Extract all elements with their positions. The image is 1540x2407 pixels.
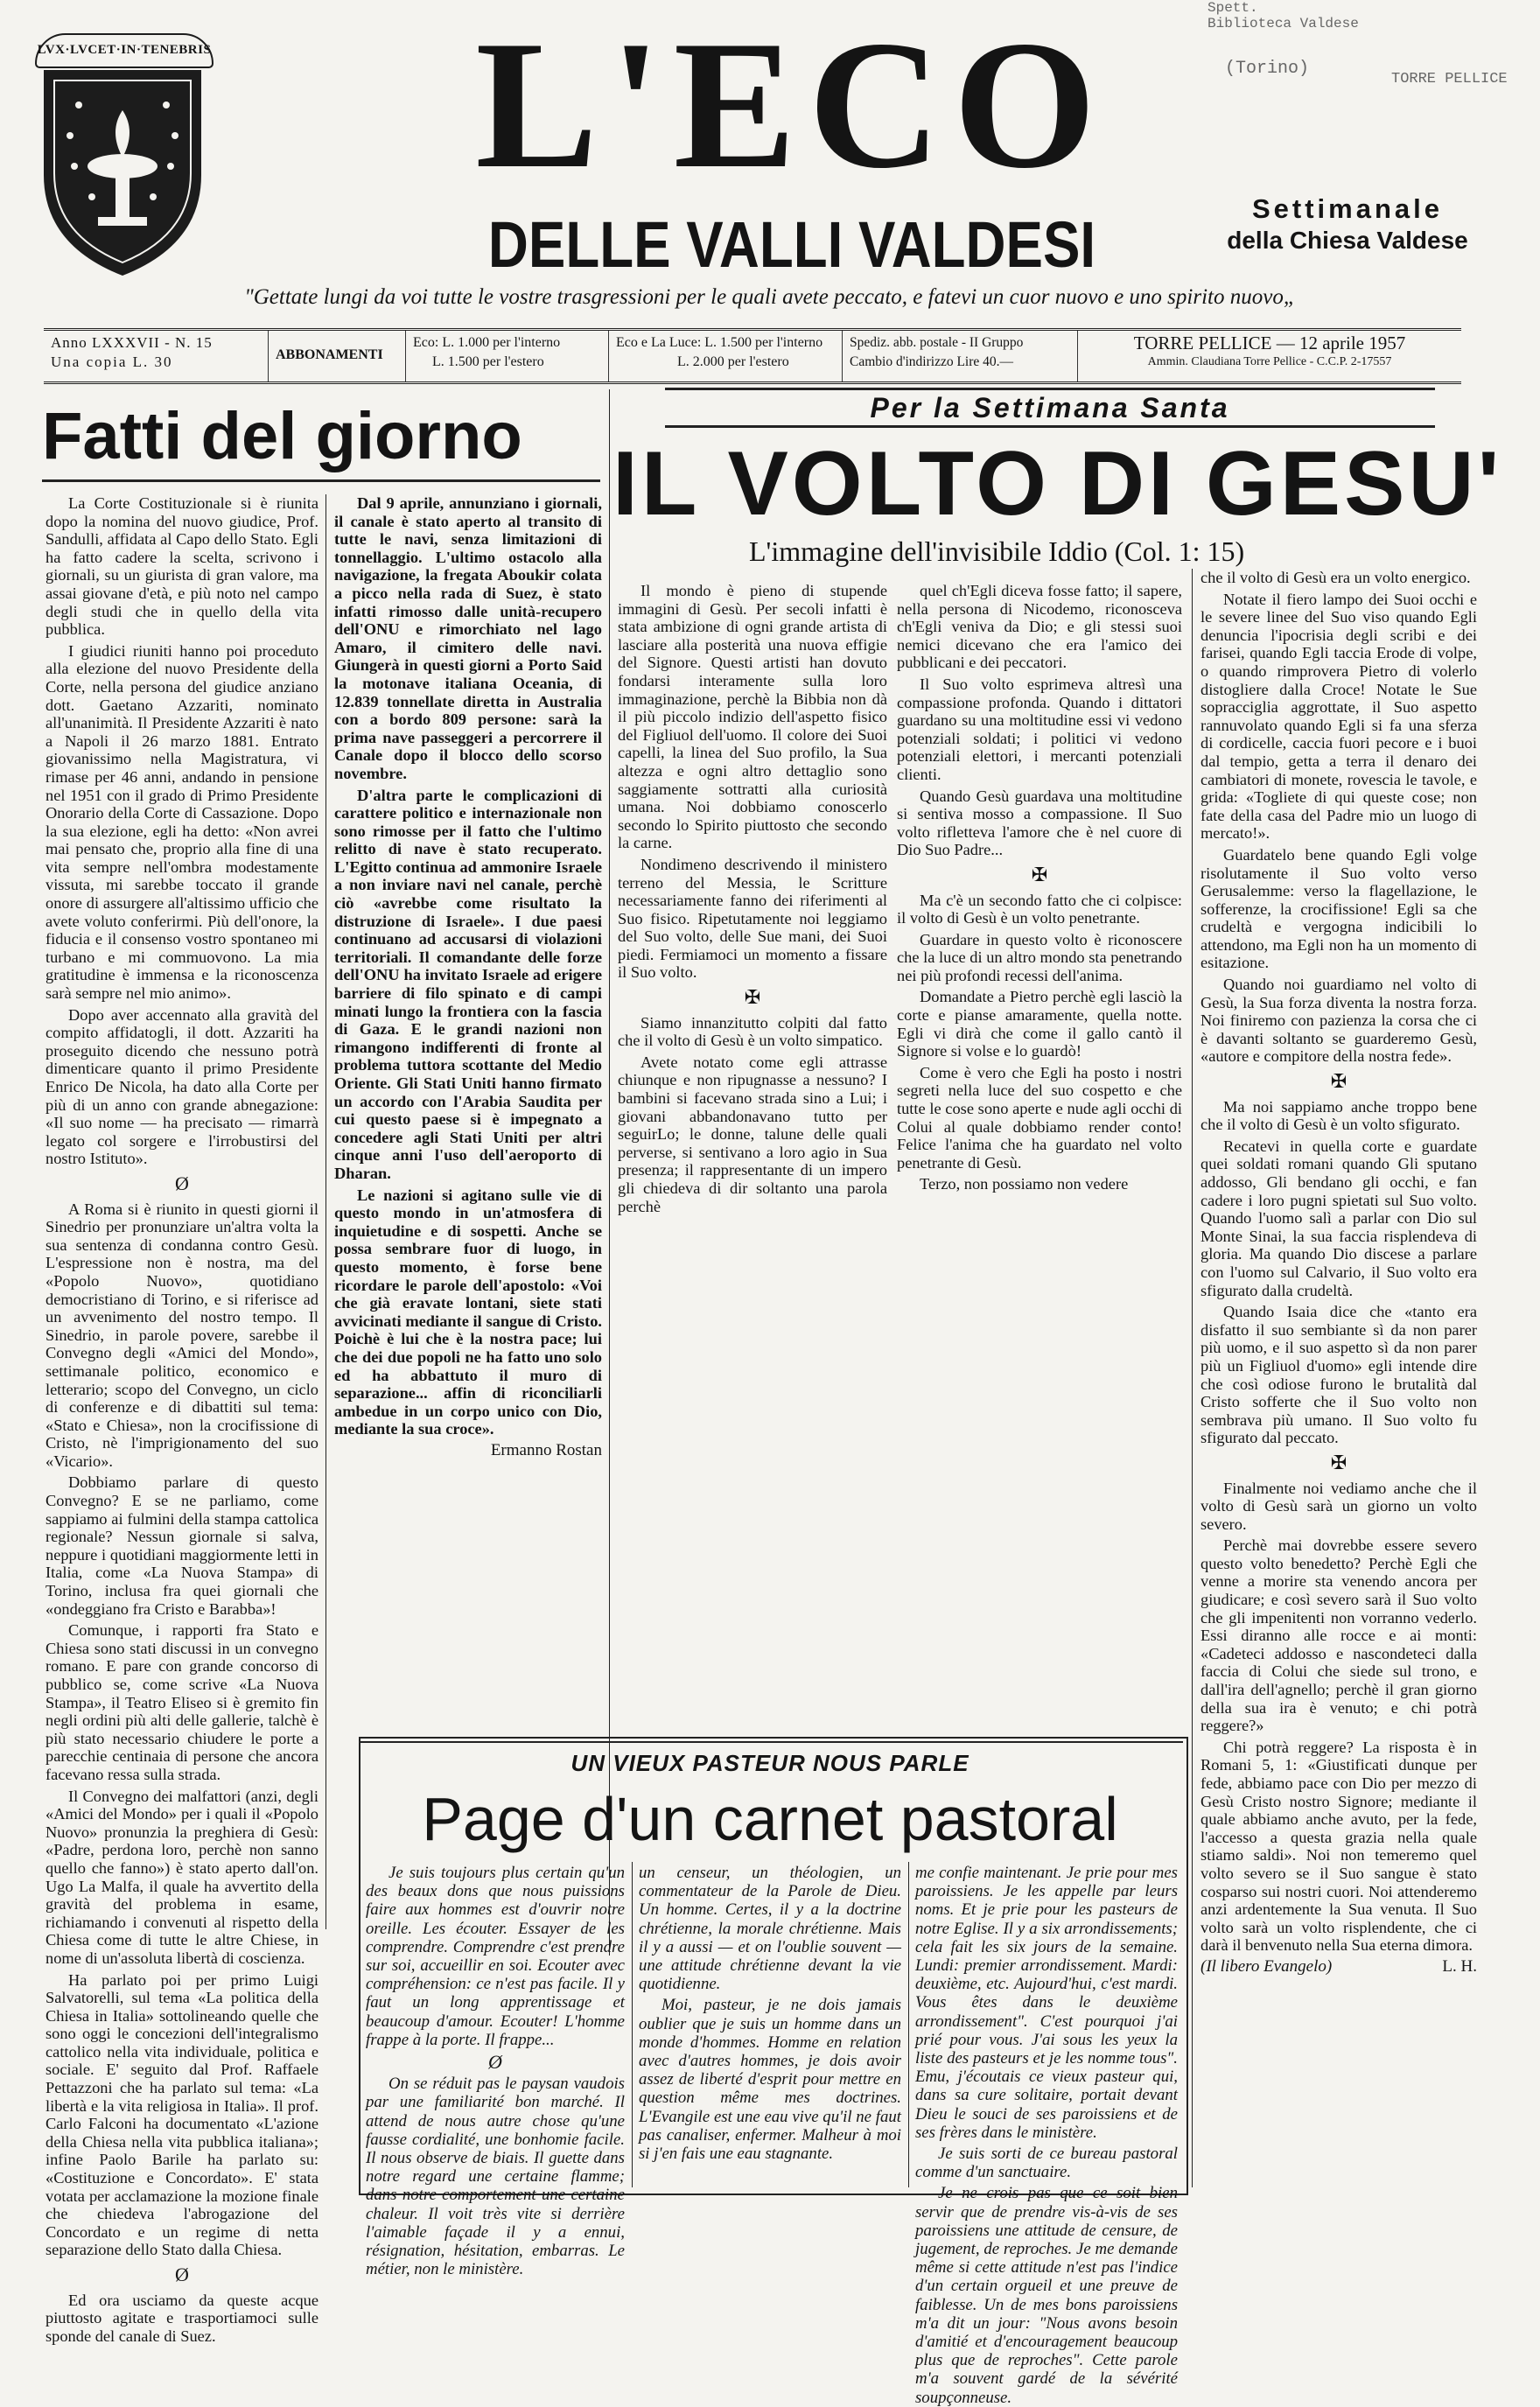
volto-column-2 <box>897 582 1182 1724</box>
emblem-motto: LVX·LVCET·IN·TENEBRIS <box>37 43 212 57</box>
paragraph: Siamo innanzitutto colpiti dal fatto che il volto di Gesù è un volto simpatico. <box>618 1013 887 1050</box>
issue-number: Anno LXXXVII - N. 15 <box>51 334 213 351</box>
weekly-label <box>1212 192 1483 255</box>
paragraph: me confie maintenant. Je prie pour mes paroissiens. Je les appelle par leurs noms. Et je prie pour les pasteurs de notre Eglise. Il y a six arrondissements; cela fait les six jours de la semaine. Lundi: premier arrondissement. Mardi: deuxième, etc. Aujourd'hui, c'est mardi. Vous êtes dans le deuxième arrondissement". C'est pourquoi j'ai prié pour vous. J'ai sous les yeux la liste des pasteurs et je les nomme tous". Emu, j'écoutais ce vieux pasteur qui, dans sa cure solitaire, portait devant Dieu le souci de ses paroissiens et de ses frères dans le ministère. <box>915 1864 1178 2142</box>
section-separator: ✠ <box>744 986 761 1009</box>
paragraph: Ma noi sappiamo anche troppo bene che il volto di Gesù è un volto sfigurato. <box>1200 1097 1477 1134</box>
column-divider <box>609 389 610 1956</box>
column-divider <box>1192 569 1193 2187</box>
paragraph: Moi, pasteur, je ne dois jamais oublier que je suis un homme dans un monde d'hommes. Homme en relation avec d'autres hommes, je dois avoir assez de liberté d'esprit pour mettre en question même mes doctrines. L'Evangile est une eau vive qu'il ne faut pas canaliser, enfermer. Malheur à moi si j'en fais une eau stagnante. <box>639 1996 901 2164</box>
volto-column-3 <box>1200 569 1477 2186</box>
paragraph: Avete notato come egli attrasse chiunque e non ripugnasse a nessuno? I bambini si facevano strada sino a Lui; i giovani abbandonavano tutto per seguirLo; le donne, talune delle quali perverse, si sentivano a loro agio in Sua presenza; il rappresentante di un impero gli chiedeva di dir soltanto una parola perchè <box>618 1053 887 1215</box>
article-credit <box>1200 1958 1477 1977</box>
paragraph: Domandate a Pietro perchè egli lasciò la corte e pianse amaramente, quella notte. Egli vi dirà che come il gallo cantò il Signore si volse e lo guardò! <box>897 988 1182 1060</box>
paragraph: Comunque, i rapporti fra Stato e Chiesa sono stati discussi in un convegno romano. E pare con grande concorso di pubblico se, come scrive «La Nuova Stampa», il Teatro Eliseo si è gremito fin negli ordini più alti delle gallerie, talchè è più stato necessario chiudere le porte a parecchie centinaia di persone che ancora facevano ressa sulla strada. <box>46 1621 318 1783</box>
eco-price-line: L. 1.500 per l'estero <box>432 354 544 369</box>
paragraph: Il Convegno dei malfattori (anzi, degli «Amici del Mondo» per i quali il «Popolo Nuovo» pronunzia la preghiera di Gesù: «Padre, perdona loro, perchè non sanno quello che fanno») è stato aperto dall'on. Ugo La Malfa, il quale ha avvertito della gravità del problema in esame, richiamando i convenuti al rispetto della Chiesa come di tutte le altre Chiese, in nome di un'assoluta libertà di coscienza. <box>46 1787 318 1967</box>
paragraph: Chi potrà reggere? La risposta è in Romani 5, 1: «Giustificati dunque per fede, abbiamo pace con Dio per mezzo di Gesù Cristo nostro Signore; mediante il quale abbiamo anche avuto, per la fede, l'accesso a questa grazia nella quale stiamo saldi». Noi non temeremo quel volto severo se il Suo sangue è stato cosparso sui nostri cuori. Noi attenderemo anzi ardentemente la Sua venuta. Il Suo volto sarà un volto risplendente, che ci darà il benvenuto nella Sua eterna dimora. <box>1200 1738 1477 1955</box>
paragraph: D'altra parte le complicazioni di carattere politico e internazionale non sono rimosse per il fatto che l'ultimo relitto di nave è stato recuperato. L'Egitto continua ad ammonire Israele a non inviare navi nel canale, perchè ciò «avrebbe come risultato la distruzione di Israele». I due paesi continuano ad accusarsi di violazioni territoriali. Il comandante delle forze dell'ONU ha invitato Israele ad erigere barriere di filo spinato e di campi minati lungo la frontiera con la fascia di Gaza. E le grandi nazioni non rimangono indifferenti di fronte al problema tuttora scottante del Medio Oriente. Gli Stati Uniti hanno firmato un accordo con l'Arabia Saudita per cui questo paese si è impegnato a concedere agli Stati Uniti per altri cinque anni l'uso dell'aeroporto di Dharan. <box>334 786 602 1182</box>
section-separator: Ø <box>175 1172 189 1194</box>
paragraph: Ha parlato poi per primo Luigi Salvatorelli, sul tema «La politica della Chiesa in Italia» sottolineando quelle che sono oggi le concezioni dell'integralismo cattolico nella vita individuale, politica e sociale. E' seguito dal Prof. Raffaele Pettazzoni che ha parlato sul tema: «La libertà e la vita religiosa in Italia». Il prof. Carlo Falconi ha documentato «L'azione della Chiesa nella vita pubblica italiana»; infine Paolo Barile ha parlato su: «Costituzione e Concordato». E' stata votata per acclamazione la mozione finale che chiedeva l'abrogazione del Concordato e un regime di netta separazione dello Stato dalla Chiesa. <box>46 1970 318 2259</box>
masthead <box>385 3 1199 281</box>
emblem-motto-ribbon <box>35 33 214 68</box>
paragraph: Notate il fiero lampo dei Suoi occhi e le severe linee del Suo viso quando Egli denuncia l'ipocrisia degli scribi e dei farisei, quando Egli taccia Erode di volpe, o quando rimprovera Pietro di volerlo distogliere dalla Croce! Notate le Sue sopracciglia aggrottate, il Suo aspetto rannuvolato quando Egli si fa una sferza di cordicelle, caccia fuori pecore e i buoi dal tempio, getta a terra il denaro dei cambiatori di monete, rovescia le tavole, e grida: «Togliete di qui queste cose; non fate della casa del Padre mio un luogo di mercato!». <box>1200 590 1477 843</box>
paragraph: I giudici riuniti hanno poi proceduto alla elezione del nuovo Presidente della Corte, nella persona del giudice anziano dott. Gaetano Azzariti, nominato all'unanimità. Il Presidente Azzariti è nato a Napoli il 26 marzo 1881. Entrato giovanissimo nella Magistratura, vi rimase per 46 anni, andando in pensione nel 1951 con il grado di Primo Presidente Onorario della Corte di Cassazione. Dopo la sua elezione, egli ha detto: «Non avrei mai pensato che, proprio alla fine di una vita sempre nell'ombra modestamente vissuta, mi sarebbe toccato il grande onore di assurgere all'altissimo ufficio che avete voluto conferirmi. Più dell'onore, la fiducia e il consenso vostro spontaneo mi turbano e mi commuovono. La mia gratitudine è immensa e la riconoscenza sarà sempre nel mio animo». <box>46 641 318 1003</box>
paragraph: Je suis sorti de ce bureau pastoral comme d'un sanctuaire. <box>915 2145 1178 2182</box>
paragraph: Je ne crois pas que ce soit bien servir que de prendre vis-à-vis de ses paroissiens une attitude de censure, de jugement, de reproches. Je me demande même si cette attitude n'est pas l'indice d'un certain orgueil et une preuve de faiblesse. Un de mes bons paroissiens m'a dit un jour: "Nous avons besoin d'amitié et d'encouragement beaucoup plus que de reproches". Cette parole m'a souvent gardé de la sévérité soupçonneuse. <box>915 2184 1178 2407</box>
paragraph: Ma c'è un secondo fatto che ci colpisce: il volto di Gesù è un volto penetrante. <box>897 891 1182 927</box>
paragraph: Nondimeno descrivendo il ministero terreno del Messia, le Scritture necessariamente fanno dei riferimenti al Suo fisico. Ripetutamente noi leggiamo del Suo volto, delle Sue mani, dei Suoi piedi. Fermiamoci un momento a fissare il Suo volto. <box>618 855 887 982</box>
copy-price: Una copia L. 30 <box>51 353 173 370</box>
pastoral-top-rule <box>360 1741 1183 1743</box>
issue-cell <box>44 331 269 381</box>
place-date: TORRE PELLICE — 12 aprile 1957 <box>1133 332 1406 353</box>
fatti-column-2 <box>334 494 602 1916</box>
section-separator: ✠ <box>1330 1070 1348 1093</box>
pastoral-title: Page d'un carnet pastoral <box>422 1785 1118 1853</box>
paragraph: Terzo, non possiamo non vedere <box>920 1175 1129 1193</box>
section-separator: Ø <box>175 2264 189 2285</box>
stamp-line: TORRE PELLICE <box>1391 71 1508 87</box>
paragraph: Quando Isaia dice che «tanto era disfatto il suo sembiante sì da non parer più uomo, e il suo aspetto sì da non parer più un Figliuol d'uomo» egli intende dire che così odiose furono le brutalità dal Cristo sofferte che il Suo volto non sembrava più umano. Il Suo volto fu sfigurato dal peccato. <box>1200 1303 1477 1447</box>
column-divider <box>908 1862 909 2187</box>
weekly-line-1: Settimanale <box>1251 193 1443 224</box>
stamp-line: (Torino) <box>1225 59 1310 79</box>
fatti-column-1 <box>46 494 318 2345</box>
postal-line: Spediz. abb. postale - II Gruppo <box>850 335 1024 350</box>
volto-subhead: L'immagine dell'invisibile Iddio (Col. 1: 15) <box>749 535 1245 567</box>
weekly-line-2: della Chiesa Valdese <box>1227 227 1468 254</box>
paragraph: Je suis toujours plus certain qu'un des beaux dons que nous puissions faire aux hommes est d'ouvrir notre oreille. Les écouter. Essayer de les comprendre. Comprendre c'est prendre sur soi, accueillir en soi. Ecouter avec compréhension: ce n'est pas facile. Il y faut un long apprentissage et beaucoup d'amour. Ecouter! L'homme frappe à la porte. Il frappe... <box>366 1864 625 2049</box>
postal-line: Cambio d'indirizzo Lire 40.— <box>850 354 1014 369</box>
paragraph: Dopo aver accennato alla gravità del compito affidatogli, il dott. Azzariti ha proseguito dicendo che nessuno potrà dimenticare quanto il primo Presidente Enrico De Nicola, ha dato alla Corte per più di un anno con grande abnegazione: «Il suo nome — ha precisato — rimarrà legato col sorgere e l'irrobustirsi del nostro Istituto». <box>46 1005 318 1168</box>
article-source: (Il libero Evangelo) <box>1200 1956 1333 1976</box>
paragraph: Ed ora usciamo da queste acque piuttosto agitate e trasportiamoci sulle sponde del canale di Suez. <box>46 2291 318 2345</box>
volto-column-1 <box>618 582 887 1724</box>
pastoral-kicker: UN VIEUX PASTEUR NOUS PARLE <box>570 1750 970 1776</box>
pastoral-column-2 <box>639 1864 901 2187</box>
paragraph: A Roma si è riunito in questi giorni il Sinedrio per pronunziare un'altra volta la sua sentenza di condanna contro Gesù. L'espressione non è nostra, ma del «Popolo Nuovo», quotidiano democristiano di Torino, e si riferisce ad un avvenimento del nostro tempo. Il Sinedrio, in parole povere, sarebbe il Convegno degli «Amici del Mondo», settimanale politico, economico e letterario; scopo del Convegno, un ciclo di conferenze e di dibattiti sul tema: «Stato e Chiesa», non la crocifissione di Cristo, nè l'imprigionamento del suo «Vicario». <box>46 1200 318 1470</box>
volto-kicker: Per la Settimana Santa <box>665 388 1435 428</box>
paragraph: Dal 9 aprile, annunziano i giornali, il canale è stato aperto al transito di tutte le navi, senza limitazioni di tonnellaggio. L'ultimo ostacolo alla navigazione, la fregata Aboukir colata a picco nella rada di Suez, è stato infatti rimosso dalle unità-recupero dell'ONU e rimorchiato nel lago Amaro, il cimitero delle navi. Giungerà in questi giorni a Porto Said la motonave italiana Oceania, di 12.839 tonnellate diretta in Australia con a bordo 809 persone: sarà la prima nave passeggeri a percorrere il Canale dopo il blocco dello scorso novembre. <box>334 494 602 782</box>
eco-price-line: Eco: L. 1.000 per l'interno <box>413 335 561 350</box>
pastoral-column-3 <box>915 1864 1178 2407</box>
lamp-emblem <box>35 26 210 280</box>
place-date-cell <box>1078 331 1461 381</box>
admin-line: Ammin. Claudiana Torre Pellice - C.C.P. 2-17557 <box>1147 355 1392 368</box>
newspaper-title: L'ECO <box>475 3 1109 206</box>
paragraph: On se réduit pas le paysan vaudois par une familiarité bon marché. Il attend de nous autre chose qu'une fausse cordialité, une bonhomie facile. Il nous observe de biais. Il guette dans notre regard une certaine flamme; dans notre comportement une certaine chaleur. Il voit très vite si derrière l'aimable façade il y a ennui, résignation, hésitation, embarras. Le métier, non le ministère. <box>366 2075 625 2279</box>
archive-stamp <box>1190 0 1522 87</box>
eco-price-cell <box>406 331 609 381</box>
fatti-headline: Fatti del giorno <box>42 399 522 473</box>
paragraph: Come è vero che Egli ha posto i nostri segreti nella luce del suo cospetto e che tutte le cose sono aperte e nude agli occhi di Colui al quale dobbiamo render conto! Felice l'anima che ha guardato nel volto penetrante di Gesù. <box>897 1063 1182 1172</box>
stamp-line: Spett. <box>1208 0 1258 16</box>
paragraph: Dobbiamo parlare di questo Convegno? E se ne parliamo, come sappiamo ai fulmini della stampa cattolica regionale? Nessun giornale si salva, neppure i quotidiani maggiormente letti in Italia, come «La Nuova Stampa» di Torino, inclusa fra quei giornali che «ondeggiano fra Cristo e Barabba»! <box>46 1473 318 1618</box>
eco-luce-cell <box>609 331 843 381</box>
stamp-line: Biblioteca Valdese <box>1208 16 1359 31</box>
paragraph: che il volto di Gesù era un volto energico. <box>1200 569 1471 586</box>
info-bar <box>44 328 1461 384</box>
paragraph: Guardatelo bene quando Egli volge risolutamente il Suo volto verso Gerusalemme: verso la flagellazione, le sofferenze, la crocifissione! Egli sa che crudeltà e vergogna indicibili lo attendono, ma Egli non ha un momento di esitazione. <box>1200 845 1477 972</box>
eco-luce-line: L. 2.000 per l'estero <box>677 354 789 369</box>
section-separator: Ø <box>488 2051 502 2074</box>
volto-headline: IL VOLTO DI GESU' <box>612 433 1503 535</box>
paragraph: Guardare in questo volto è riconoscere che la luce di un altro mondo sta penetrando nei più profondi recessi dell'anima. <box>897 930 1182 984</box>
paragraph: Il mondo è pieno di stupende immagini di Gesù. Per secoli infatti è stata ambizione di ogni grande artista di lasciare alla posterità una nuova effigie del Signore. Questi artisti han dovuto fondarsi interamente sulla loro immaginazione, perchè la Bibbia non dà il più piccolo indizio dell'aspetto fisico del Figliuol dell'uomo. Il colore dei Suoi capelli, la linea del Suo profilo, la Sua altezza e ogni altro dettaglio sono saggiamente sottratti alla curiosità umana. Noi dobbiamo conoscerlo secondo lo Spirito piuttosto che secondo la carne. <box>618 582 887 852</box>
column-rule <box>42 479 600 482</box>
subscriptions-label: ABBONAMENTI <box>269 331 406 381</box>
paragraph: Il Suo volto esprimeva altresì una compassione profonda. Quando i dittatori guardano su una moltitudine essi vi vedono potenziali soldati; i politici vi vedono potenziali elettori, i mercanti potenziali clienti. <box>897 675 1182 783</box>
paragraph: un censeur, un théologien, un commentateur de la Parole de Dieu. Un homme. Certes, il y a la doctrine chrétienne, la morale chrétienne. Mais il y a aussi — et on l'oublie souvent — une attitude chrétienne devant la vie quotidienne. <box>639 1864 901 1994</box>
section-separator: ✠ <box>1031 863 1048 885</box>
pastoral-column-1 <box>366 1864 625 2279</box>
article-signature: Ermanno Rostan <box>490 1440 602 1459</box>
paragraph: Recatevi in quella corte e guardate quei soldati romani quando Gli sputano addosso, Gli bendano gli occhi, e fan cadere i loro pugni spietati sul Suo volto. Quando l'uomo salì a parlar con Dio sul Monte Sinai, la sua faccia risplendeva di gloria. Ma quando Dio discese a parlare con l'uomo sul Calvario, il Suo volto era sfigurato dalla crudeltà. <box>1200 1137 1477 1299</box>
paragraph: Le nazioni si agitano sulle vie di questo mondo in un'atmosfera di inquietudine e di sospetti. Anche se possa sembrare fuor di luogo, in questo momento, è forse bene ricordare le parole dell'apostolo: «Voi che già eravate lontani, siete stati avvicinati mediante il sangue di Cristo. Poichè è lui che è la nostra pace; lui che dei due popoli ne ha fatto uno solo ed ha abbattuto il muro di separazione... affin di riconciliarli ambedue in un corpo unico con Dio, mediante la sua croce». <box>334 1186 602 1438</box>
paragraph: Finalmente noi vediamo anche che il volto di Gesù sarà un giorno un volto severo. <box>1200 1479 1477 1533</box>
paragraph: quel ch'Egli diceva fosse fatto; il sapere, nella persona di Nicodemo, riconosceva ch'Egli veniva da Dio; e gli stessi suoi nemici dicevano che era l'amico dei pubblicani e dei peccatori. <box>897 582 1182 672</box>
column-divider <box>632 1862 633 2187</box>
section-separator: ✠ <box>1330 1451 1348 1473</box>
paragraph: Quando Gesù guardava una moltitudine si sentiva mosso a compassione. Il Suo volto rifletteva l'amore che è nel cuore di Dio Suo Padre... <box>897 787 1182 859</box>
newspaper-subtitle: DELLE VALLI VALDESI <box>487 208 1096 281</box>
eco-luce-line: Eco e La Luce: L. 1.500 per l'interno <box>616 335 823 350</box>
paragraph: La Corte Costituzionale si è riunita dopo la nomina del nuovo giudice, Prof. Sandulli, affidata al Capo dello Stato. Egli ha fatto cadere la scelta, scrivono i giornali, su un giurista di gran valore, ma assai giovane d'età, e più noto nel campo degli studi che in quello della vita pubblica. <box>46 494 318 639</box>
postal-cell <box>843 331 1078 381</box>
masthead-motto: "Gettate lungi da voi tutte le vostre trasgressioni per le quali avete peccato, e fatevi un cuor nuovo e uno spirito nuovo„ <box>244 285 1296 309</box>
paragraph: Perchè mai dovrebbe essere severo questo volto benedetto? Perchè Egli che venne a morire sta venendo ancora per giudicare; e così severo sarà il Suo volto che gli impenitenti non vorranno vederlo. Essi diranno alle rocce e ai monti: «Cadeteci addosso e nascondeteci dalla faccia di Colui che siede sul trono, e dall'ira dell'agnello; perchè il gran giorno della sua ira è venuto; e chi potrà reggere?» <box>1200 1536 1477 1735</box>
paragraph: Quando noi guardiamo nel volto di Gesù, la Sua forza diventa la nostra forza. Noi finiremo con pazienza la corsa che ci è davanti soltanto se guarderemo Gesù, «autore e compitore della nostra fede». <box>1200 976 1477 1066</box>
article-initials: L. H. <box>1442 1956 1477 1976</box>
